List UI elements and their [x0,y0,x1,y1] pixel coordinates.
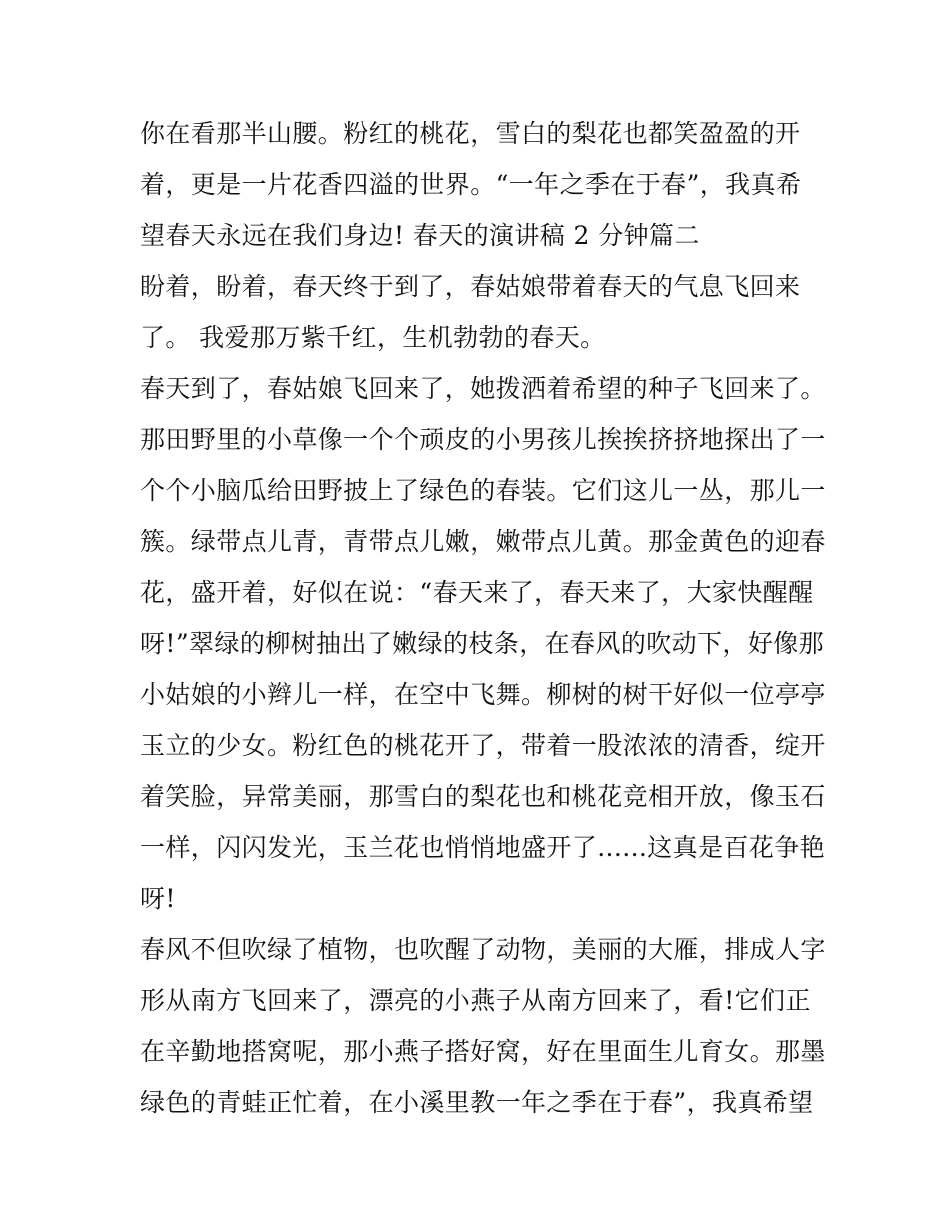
text-line: 了。 我爱那万紫千红，生机勃勃的春天。 [140,323,606,352]
text-line: 盼着，盼着，春天终于到了，春姑娘带着春天的气息飞回来 [140,272,801,301]
text-line: 你在看那半山腰。粉红的桃花，雪白的梨花也都笑盈盈的开 [140,119,801,148]
text-line: 那田野里的小草像一个个顽皮的小男孩儿挨挨挤挤地探出了一 [140,425,826,454]
text-line: 簇。绿带点儿青，青带点儿嫩，嫩带点儿黄。那金黄色的迎春 [140,527,826,556]
text-line: 春天到了，春姑娘飞回来了，她拨洒着希望的种子飞回来了。 [140,374,826,403]
text-line: 形从南方飞回来了，漂亮的小燕子从南方回来了，看!它们正 [140,986,811,1015]
text-line: 着笑脸，异常美丽，那雪白的梨花也和桃花竞相开放，像玉石 [140,782,826,811]
text-line: 呀! [140,884,176,913]
text-line: 在辛勤地搭窝呢，那小燕子搭好窝，好在里面生儿育女。那墨 [140,1037,826,1066]
text-line: 玉立的少女。粉红色的桃花开了，带着一股浓浓的清香，绽开 [140,731,826,760]
text-line: 着，更是一片花香四溢的世界。“一年之季在于春”，我真希 [140,170,802,199]
text-line: 个个小脑瓜给田野披上了绿色的春装。它们这儿一丛，那儿一 [140,476,826,505]
text-line: 望春天永远在我们身边! 春天的演讲稿 2 分钟篇二 [140,221,700,250]
text-line: 花，盛开着，好似在说：“春天来了，春天来了，大家快醒醒 [140,578,814,607]
text-line: 春风不但吹绿了植物，也吹醒了动物，美丽的大雁，排成人字 [140,935,826,964]
body-text [140,108,830,1128]
text-line: 一样，闪闪发光，玉兰花也悄悄地盛开了......这真是百花争艳 [140,833,826,862]
text-line: 小姑娘的小辫儿一样，在空中飞舞。柳树的树干好似一位亭亭 [140,680,826,709]
text-line: 呀!”翠绿的柳树抽出了嫩绿的枝条，在春风的吹动下，好像那 [140,629,825,658]
text-line: 绿色的青蛙正忙着，在小溪里教一年之季在于春”，我真希望 [140,1088,814,1117]
